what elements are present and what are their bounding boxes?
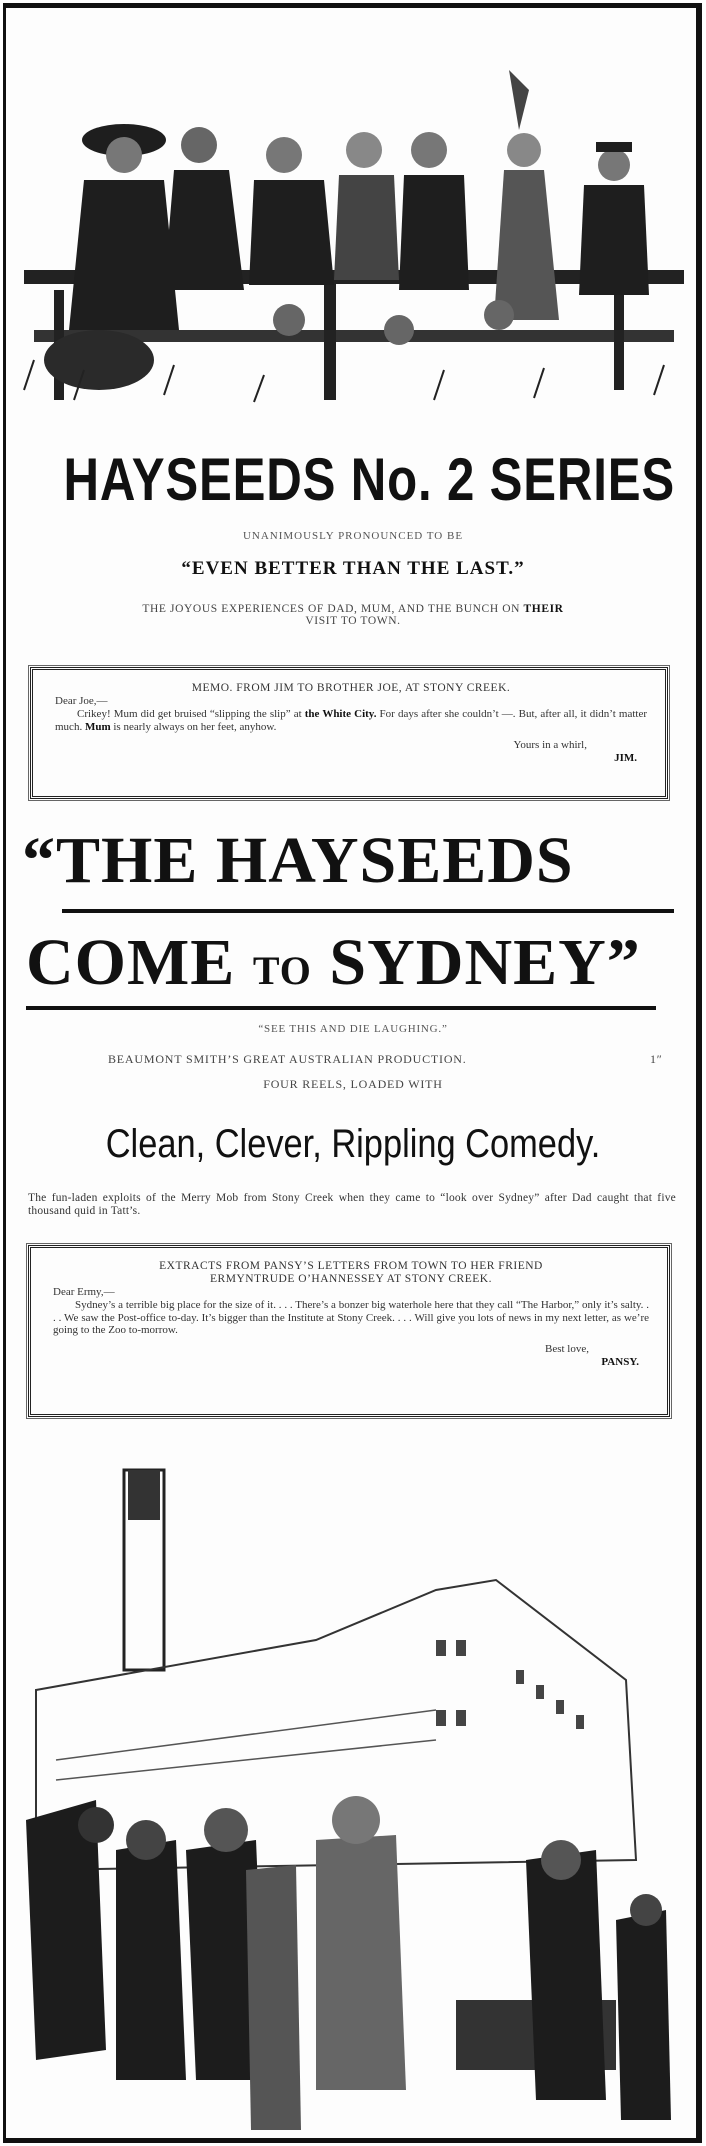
joyous-line2: VISIT TO TOWN. bbox=[305, 615, 401, 628]
memo-body bbox=[55, 708, 647, 733]
memo-box bbox=[30, 667, 668, 799]
memo-closing: Yours in a whirl, bbox=[513, 739, 587, 752]
film-title-line1: “THE HAYSEEDS bbox=[22, 824, 574, 897]
memo-salutation: Dear Joe,— bbox=[55, 695, 108, 708]
pansy-letters-box bbox=[28, 1245, 670, 1417]
fun-laden-description: The fun-laden exploits of the Merry Mob from Stony Creek when they came to “look over Sydney” after Dad caught that five thousand quid in Tatt’s. bbox=[28, 1192, 676, 1217]
production-credit: BEAUMONT SMITH’S GREAT AUSTRALIAN PRODUCTION. bbox=[108, 1052, 467, 1066]
pansy-closing: Best love, bbox=[545, 1343, 589, 1355]
memo-body-part2: For days after she couldn’t —. But, after all, it didn’t matter much. bbox=[55, 707, 647, 733]
four-reels-text: FOUR REELS, LOADED WITH bbox=[263, 1077, 443, 1091]
die-laughing-tagline: “SEE THIS AND DIE LAUGHING.” bbox=[258, 1023, 448, 1035]
title-sydney: SYDNEY” bbox=[311, 926, 641, 999]
film-title-line2 bbox=[26, 926, 641, 999]
family-on-fence-illustration bbox=[14, 30, 692, 415]
memo-body-part1: Crikey! Mum did get bruised “slipping the slip” at bbox=[77, 707, 305, 720]
pansy-salutation: Dear Ermy,— bbox=[53, 1286, 115, 1299]
pansy-signature: PANSY. bbox=[601, 1355, 639, 1368]
production-mark: 1″ bbox=[650, 1052, 663, 1066]
memo-title: MEMO. FROM JIM TO BROTHER JOE, AT STONY CREEK. bbox=[191, 682, 511, 694]
memo-body-white-city: the White City. bbox=[304, 707, 377, 720]
pronounced-subheading: UNANIMOUSLY PRONOUNCED TO BE bbox=[242, 530, 464, 542]
sydney-gpo-crowd-illustration bbox=[16, 1440, 692, 2130]
comedy-headline: Clean, Clever, Rippling Comedy. bbox=[105, 1122, 601, 1166]
pansy-title-line1: EXTRACTS FROM PANSY’S LETTERS FROM TOWN TO HER FRIEND bbox=[159, 1260, 543, 1272]
even-better-tagline: “EVEN BETTER THAN THE LAST.” bbox=[181, 558, 525, 579]
pansy-body: Sydney’s a terrible big place for the size of it. . . . There’s a bonzer big waterhole here that they call “The Harbor,” only it’s salty. . . . We saw the Post-office to-day. It’s bigger than the Institute at Stony Creek. . . . Will give you lots of news in my next letter, as we’re going to the Zoo to-morrow. bbox=[53, 1299, 649, 1337]
joyous-line1-bold: THEIR bbox=[523, 603, 564, 615]
joyous-line1: THE JOYOUS EXPERIENCES OF DAD, MUM, AND THE BUNCH ON bbox=[142, 603, 524, 615]
series-headline: HAYSEEDS No. 2 SERIES bbox=[63, 446, 676, 513]
memo-body-part3: is nearly always on her feet, anyhow. bbox=[110, 720, 277, 733]
title-divider-rule bbox=[62, 909, 674, 913]
memo-signature: JIM. bbox=[614, 751, 637, 764]
joyous-experiences-text bbox=[0, 603, 706, 627]
title-bottom-rule bbox=[26, 1006, 656, 1010]
title-come: COME bbox=[26, 926, 253, 999]
title-to: TO bbox=[252, 948, 312, 993]
pansy-title-line2: ERMYNTRUDE O’HANNESSEY AT STONY CREEK. bbox=[210, 1273, 492, 1286]
memo-body-mum: Mum bbox=[84, 720, 111, 733]
